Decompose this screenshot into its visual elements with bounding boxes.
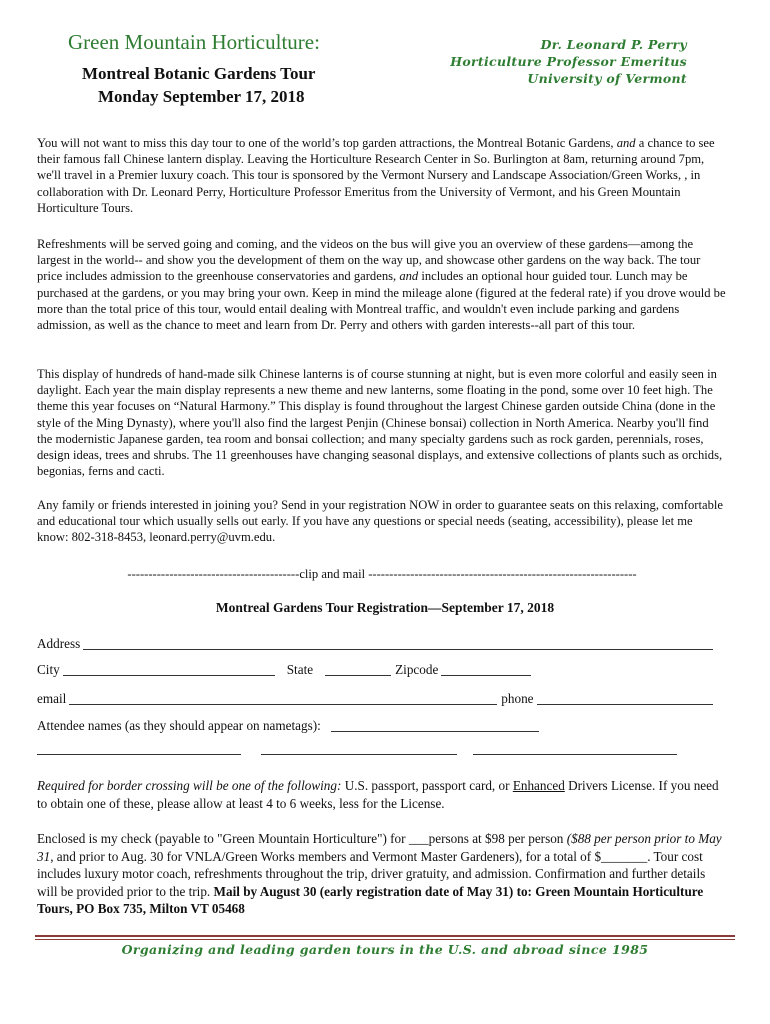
attendee-names-row <box>37 742 717 755</box>
attendee-field-2[interactable] <box>37 742 241 755</box>
lantern-paragraph: This display of hundreds of hand-made silk Chinese lanterns is of course stunning at night, but is even more colorful and easily seen in daylight. Each year the main display represents a new theme and new lanterns, some floating in the pond, some over 10 feet high. The theme this year focuses on “Natural Harmony.” This display is found throughout the largest Chinese garden outside China (done in the style of the Ming Dynasty), where you'll also find the largest Penjin (Chinese bonsai) collection in North America. Nearby you'll find the modernistic Japanese garden, tea room and bonsai collection; and many specialty gardens such as rock garden, perennials, roses, design ideas, trees and shrubs. The 11 greenhouses have changing seasonal displays, and extensive collections of plants such as orchids, begonias, ferns and cacti. <box>37 367 723 479</box>
zipcode-label: Zipcode <box>395 662 439 677</box>
attendee-label: Attendee names (as they should appear on nametags): <box>37 718 321 733</box>
attendee-field-4[interactable] <box>473 742 677 755</box>
attendee-field-3[interactable] <box>261 742 457 755</box>
address-field[interactable] <box>83 637 713 650</box>
attendee-field-1[interactable] <box>331 719 539 732</box>
attendee-row <box>37 718 717 734</box>
intro-paragraph: You will not want to miss this day tour to one of the world’s top garden attractions, the Montreal Botanic Gardens, and a chance to see their famous fall Chinese lantern display. Leaving the Horticulture Research Center in So. Burlington at 8am, returning around 7pm, we'll travel in a Premier luxury coach. This tour is sponsored by the Vermont Nursery and Landscape Association/Green Works, , in collaboration with Dr. Leonard Perry, Horticulture Professor Emeritus from the University of Vermont, and his Green Mountain Horticulture Tours. <box>37 136 715 215</box>
footer-divider <box>35 935 735 937</box>
contact-paragraph: Any family or friends interested in joining you? Send in your registration NOW in order to guarantee seats on this relaxing, comfortable and educational tour which usually sells out early. If you have any questions or special needs (seating, accessibility), please let me know: 802-318-8453, leonard.perry@uvm.edu. <box>37 498 723 545</box>
refreshments-paragraph: Refreshments will be served going and coming, and the videos on the bus will give you an overview of these gardens—among the largest in the world-- and show you the development of them on the way up, and showcase other gardens on the way back. The tour price includes admission to the greenhouse conservatories and gardens, and includes an optional hour guided tour. Lunch may be purchased at the gardens, or you may bring your own. Keep in mind the mileage alone (figured at the federal rate) if you drove would be more than the total price of this tour, would entail dealing with Montreal traffic, and wouldn't even include parking and gardens admission, as well as the chance to meet and learn from Dr. Perry and others with garden interests--all part of this tour. <box>37 237 726 333</box>
clip-line: -----------------------------------------clip and mail ---------------------------------------------------------------- <box>127 567 637 581</box>
phone-label: phone <box>501 691 534 706</box>
email-label: email <box>37 691 67 706</box>
border-crossing-note: Required for border crossing will be one of the following: U.S. passport, passport card, or Enhanced Drivers License. If you need to obtain one of these, please allow at least 4 to 6 weeks, less for the License. <box>37 778 719 811</box>
phone-field[interactable] <box>537 692 713 705</box>
footer-divider-thin <box>35 939 735 940</box>
org-title: Green Mountain Horticulture: <box>68 30 320 54</box>
contact-org: University of Vermont <box>527 71 687 86</box>
email-field[interactable] <box>69 692 497 705</box>
tour-date: Monday September 17, 2018 <box>98 87 305 106</box>
zipcode-field[interactable] <box>441 663 531 676</box>
city-label: City <box>37 662 60 677</box>
contact-role: Horticulture Professor Emeritus <box>450 54 687 69</box>
contact-name: Dr. Leonard P. Perry <box>540 37 687 52</box>
tour-title: Montreal Botanic Gardens Tour <box>82 64 316 83</box>
footer-tagline: Organizing and leading garden tours in the U.S. and abroad since 1985 <box>121 942 649 957</box>
registration-title: Montreal Gardens Tour Registration—September 17, 2018 <box>215 600 555 615</box>
city-field[interactable] <box>63 663 275 676</box>
state-field[interactable] <box>325 663 391 676</box>
email-row <box>37 691 717 707</box>
address-row <box>37 636 717 652</box>
city-row <box>37 662 717 678</box>
payment-paragraph: Enclosed is my check (payable to "Green Mountain Horticulture") for ___persons at $98 per person ($88 per person prior to May 31, and prior to Aug. 30 for VNLA/Green Works members and Vermont Master Gardeners), for a total of $_______. Tour cost includes luxury motor coach, refreshments throughout the trip, driver gratuity, and admission. Confirmation and further details will be provided prior to the trip. Mail by August 30 (early registration date of May 31) to: Green Mountain Horticulture Tours, PO Box 735, Milton VT 05468 <box>37 831 722 916</box>
address-label: Address <box>37 636 81 651</box>
state-label: State <box>286 662 314 677</box>
